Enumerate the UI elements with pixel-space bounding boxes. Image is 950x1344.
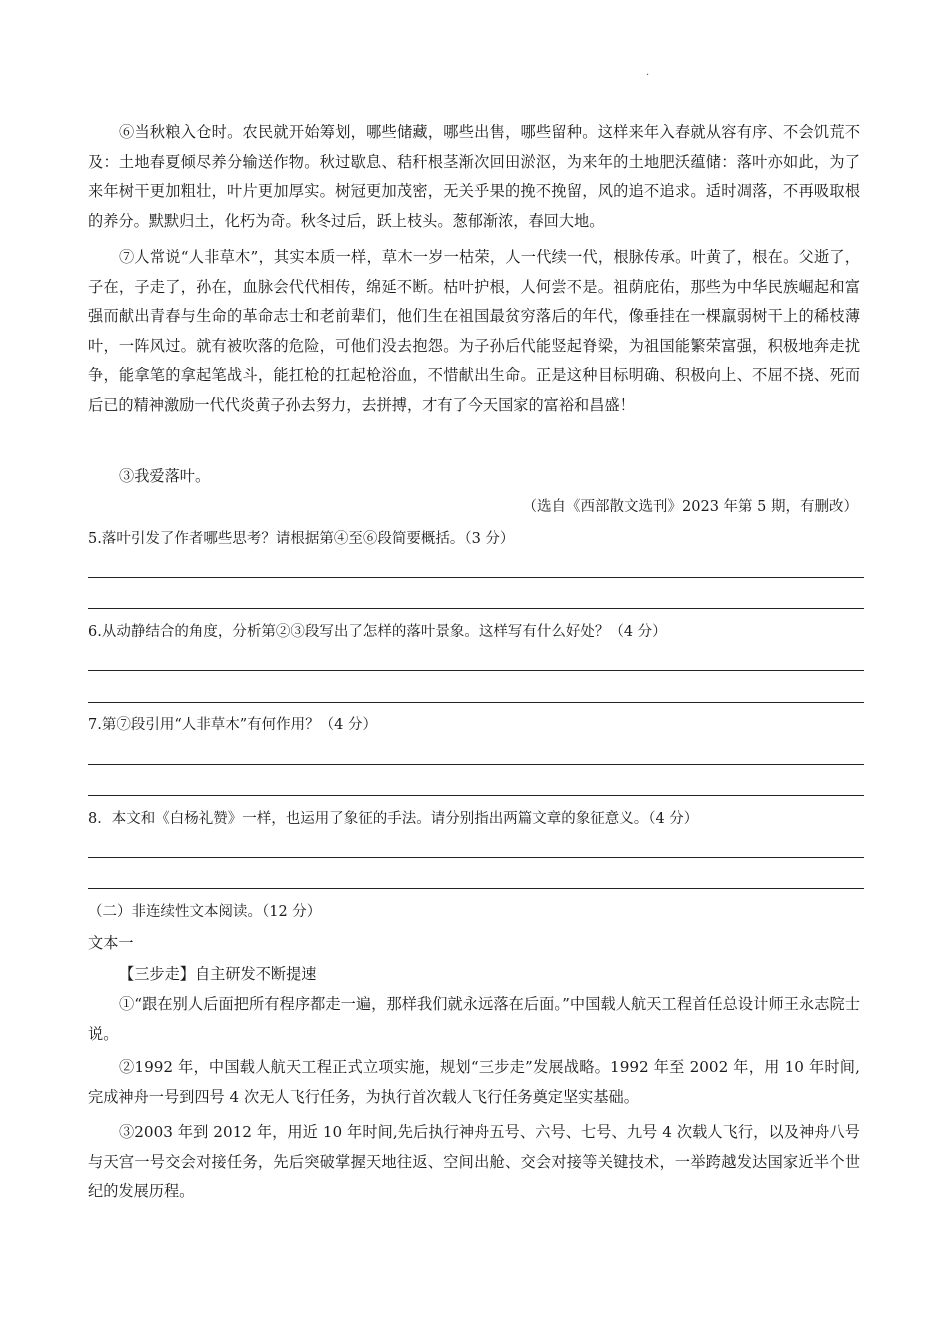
section-paragraph-1: ①“跟在别人后面把所有程序都走一遍，那样我们就永远落在后面。”中国载人航天工程首任总设计师王永志院士说。 — [88, 995, 860, 1043]
answer-line — [88, 857, 864, 858]
answer-line — [88, 702, 864, 703]
question-6: 6.从动静结合的角度，分析第②③段写出了怎样的落叶景象。这样写有什么好处？（4 分） — [88, 624, 667, 640]
section-2-title: （二）非连续性文本阅读。（12 分） — [88, 904, 322, 920]
question-7: 7.第⑦段引用“人非草木”有何作用？（4 分） — [88, 717, 377, 733]
section-paragraph-2: ②1992 年，中国载人航天工程正式立项实施，规划“三步走”发展战略。1992 年至 2002 年，用 10 年时间,完成神舟一号到四号 4 次无人飞行任务，为执行首次载人飞行任务奠定坚实基础。 — [88, 1058, 860, 1106]
answer-line — [88, 577, 864, 578]
paragraph-8: ③我爱落叶。 — [119, 467, 211, 485]
text-label: 文本一 — [88, 934, 134, 952]
answer-line — [88, 795, 864, 796]
answer-line — [88, 670, 864, 671]
header-mark: · — [646, 70, 650, 81]
answer-line — [88, 764, 864, 765]
question-5: 5.落叶引发了作者哪些思考？请根据第④至⑥段简要概括。（3 分） — [88, 531, 515, 547]
paragraph-7: ⑦人常说“人非草木”，其实本质一样，草木一岁一枯荣，人一代续一代，根脉传承。叶黄了，根在。父逝了，子在，子走了，孙在，血脉会代代相传，绵延不断。枯叶护根，人何尝不是。祖荫庇佑，那些为中华民族崛起和富强而献出青春与生命的革命志士和老前辈们，他们生在祖国最贫穷落后的年代，像垂挂在一棵羸弱树干上的稀枝薄叶，一阵风过。就有被吹落的危险，可他们没去抱怨。为子孙后代能竖起脊梁，为祖国能繁荣富强，积极地奔走扰争，能拿笔的拿起笔战斗，能扛枪的扛起枪浴血，不惜献出生命。正是这种目标明确、积极向上、不屈不挠、死而后已的精神激励一代代炎黄子孙去努力，去拼搏，才有了今天国家的富裕和昌盛！ — [88, 248, 860, 414]
source-note: （选自《西部散文选刊》2023 年第 5 期，有删改） — [522, 499, 858, 515]
answer-line — [88, 608, 864, 609]
question-8: 8．本文和《白杨礼赞》一样，也运用了象征的手法。请分别指出两篇文章的象征意义。（4 分） — [88, 811, 699, 827]
paragraph-6: ⑥当秋粮入仓时。农民就开始筹划，哪些储藏，哪些出售，哪些留种。这样来年入春就从容有序、不会饥荒不及：土地春夏倾尽养分输送作物。秋过歇息、秸秆根茎渐次回田淤沤，为来年的土地肥沃蕴储：落叶亦如此，为了来年树干更加粗壮，叶片更加厚实。树冠更加茂密，无关乎果的挽不挽留，风的追不追求。适时凋落，不再吸取根的养分。默默归土，化朽为奇。秋冬过后，跃上枝头。葱郁渐浓，春回大地。 — [88, 123, 860, 230]
section-subtitle: 【三步走】自主研发不断提速 — [119, 965, 317, 983]
section-paragraph-3: ③2003 年到 2012 年，用近 10 年时间,先后执行神舟五号、六号、七号、九号 4 次载人飞行，以及神舟八号与天宫一号交会对接任务，先后突破掌握天地往返、空间出舱、交会对接等关键技术，一举跨越发达国家近半个世纪的发展历程。 — [88, 1123, 860, 1200]
answer-line — [88, 888, 864, 889]
